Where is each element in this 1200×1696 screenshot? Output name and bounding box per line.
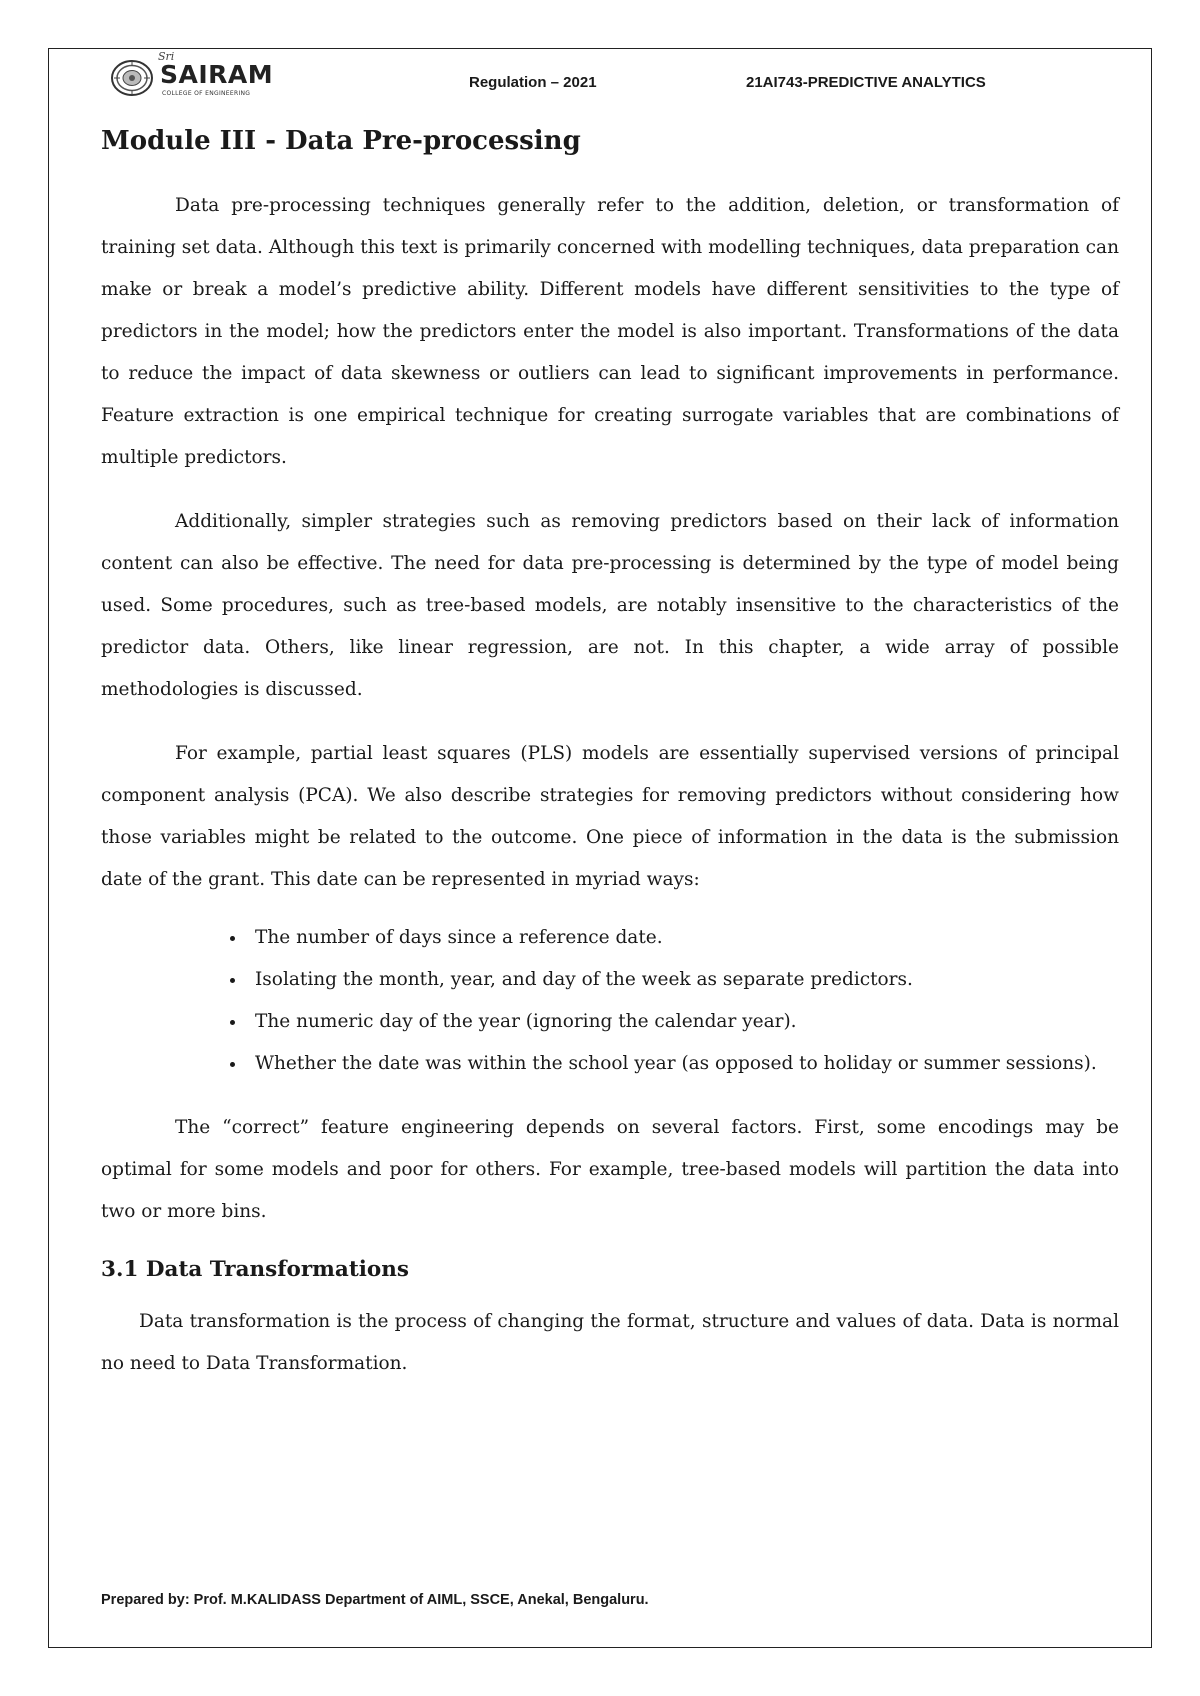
page-footer: Prepared by: Prof. M.KALIDASS Department of AIML, SSCE, Anekal, Bengaluru. — [101, 1592, 649, 1608]
logo-subtitle: COLLEGE OF ENGINEERING — [162, 90, 251, 97]
list-item: • Isolating the month, year, and day of the week as separate predictors. — [247, 959, 1119, 1001]
logo-sri-text: Sri — [158, 50, 175, 63]
paragraph-4: The “correct” feature engineering depends on several factors. First, some encodings may be optimal for some models and poor for others. For example, tree-based models will partition the data into two or more bins. — [101, 1116, 1119, 1222]
college-emblem-icon — [110, 58, 154, 98]
list-item: • The number of days since a reference date. — [247, 917, 1119, 959]
list-item: • The numeric day of the year (ignoring the calendar year). — [247, 1001, 1119, 1043]
list-item: • Whether the date was within the school year (as opposed to holiday or summer sessions). — [247, 1043, 1119, 1085]
document-body — [101, 125, 1119, 1407]
college-logo — [110, 50, 280, 100]
regulation-label: Regulation – 2021 — [469, 74, 597, 91]
section-paragraph: Data transformation is the process of changing the format, structure and values of data. Data is normal no need to Data Transformation. — [101, 1310, 1119, 1374]
logo-name: SAIRAM — [160, 60, 274, 89]
page-header — [110, 50, 1120, 104]
module-title: Module III - Data Pre-processing — [101, 126, 581, 156]
course-code-label: 21AI743-PREDICTIVE ANALYTICS — [746, 74, 986, 91]
section-heading: 3.1 Data Transformations — [101, 1256, 410, 1282]
date-representation-list — [101, 917, 1119, 1085]
paragraph-1: Data pre-processing techniques generally refer to the addition, deletion, or transformation of training set data. Although this text is primarily concerned with modelling techniques, data preparation can make or break a model’s predictive ability. Different models have different sensitivities to the type of predictors in the model; how the predictors enter the model is also important. Transformations of the data to reduce the impact of data skewness or outliers can lead to significant improvements in performance. Feature extraction is one empirical technique for creating surrogate variables that are combinations of multiple predictors. — [101, 194, 1119, 468]
paragraph-2: Additionally, simpler strategies such as removing predictors based on their lack of information content can also be effective. The need for data pre-processing is determined by the type of model being used. Some procedures, such as tree-based models, are notably insensitive to the characteristics of the predictor data. Others, like linear regression, are not. In this chapter, a wide array of possible methodologies is discussed. — [101, 510, 1119, 700]
paragraph-3: For example, partial least squares (PLS) models are essentially supervised versions of principal component analysis (PCA). We also describe strategies for removing predictors without considering how those variables might be related to the outcome. One piece of information in the data is the submission date of the grant. This date can be represented in myriad ways: — [101, 742, 1119, 890]
